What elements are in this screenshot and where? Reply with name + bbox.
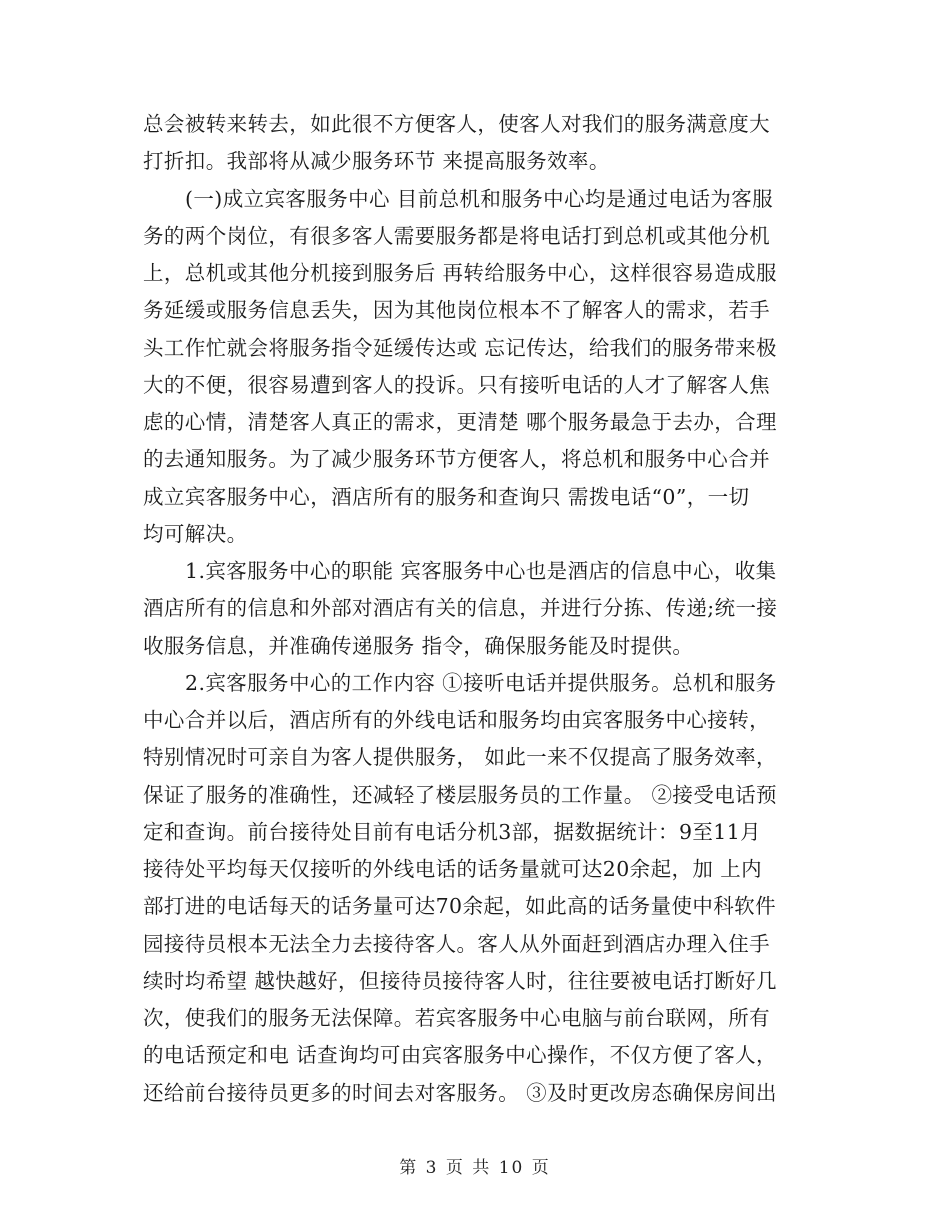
text-line: 中心合并以后，酒店所有的外线电话和服务均由宾客服务中心接转， — [143, 708, 770, 732]
text-line: 总会被转来转去，如此很不方便客人，使客人对我们的服务满意度大 — [143, 112, 770, 136]
text-line: 接待处平均每天仅接听的外线电话的话务量就可达20余起，加 上内 — [143, 857, 762, 881]
text-line: 成立宾客服务中心，酒店所有的服务和查询只 需拨电话“0”，一切 — [143, 484, 750, 509]
page-number-footer: 第 3 页 共 10 页 — [399, 1158, 551, 1178]
paragraph-start-line: (一)成立宾客服务中心 目前总机和服务中心均是通过电话为客服 — [185, 186, 774, 211]
text-line: 特别情况时可亲自为客人提供服务， 如此一来不仅提高了服务效率， — [143, 745, 777, 770]
text-line: 的电话预定和电 话查询均可由宾客服务中心操作，不仅方便了客人， — [143, 1043, 777, 1068]
text-line: 保证了服务的准确性，还减轻了楼层服务员的工作量。 ②接受电话预 — [143, 782, 777, 807]
text-line: 的去通知服务。为了减少服务环节方便客人，将总机和服务中心合并 — [143, 447, 770, 472]
text-line: 酒店所有的信息和外部对酒店有关的信息，并进行分拣、传递;统一接 — [143, 596, 778, 621]
text-line: 部打进的电话每天的话务量可达70余起，如此高的话务量使中科软件 — [143, 894, 776, 919]
text-line: 虑的心情，清楚客人真正的需求，更清楚 哪个服务最急于去办，合理 — [143, 410, 777, 434]
text-line: 上，总机或其他分机接到服务后 再转给服务中心，这样很容易造成服 — [143, 261, 777, 285]
body-text — [143, 106, 813, 1112]
text-line: 园接待员根本无法全力去接待客人。客人从外面赶到酒店办理入住手 — [143, 931, 770, 956]
text-line: 收服务信息，并准确传递服务 指令，确保服务能及时提供。 — [143, 633, 694, 658]
text-line: 定和查询。前台接待处目前有电话分机3部，据数据统计：9至11月 — [143, 819, 762, 844]
text-line: 大的不便，很容易遭到客人的投诉。只有接听电话的人才了解客人焦 — [143, 372, 770, 397]
text-line: 还给前台接待员更多的时间去对客服务。 ③及时更改房态确保房间出 — [143, 1080, 777, 1105]
paragraph-start-line: 1.宾客服务中心的职能 宾客服务中心也是酒店的信息中心，收集 — [185, 559, 777, 583]
text-line: 务的两个岗位，有很多客人需要服务都是将电话打到总机或其他分机 — [143, 223, 770, 248]
text-line: 次，使我们的服务无法保障。若宾客服务中心电脑与前台联网，所有 — [143, 1006, 770, 1030]
text-line: 续时均希望 越快越好，但接待员接待客人时，往往要被电话打断好几 — [143, 968, 777, 993]
text-line: 头工作忙就会将服务指令延缓传达或 忘记传达，给我们的服务带来极 — [143, 335, 777, 360]
text-line: 务延缓或服务信息丢失，因为其他岗位根本不了解客人的需求，若手 — [143, 298, 770, 323]
paragraph-start-line: 2.宾客服务中心的工作内容 ①接听电话并提供服务。总机和服务 — [185, 670, 777, 695]
text-line: 打折扣。我部将从减少服务环节 来提高服务效率。 — [143, 149, 610, 174]
text-line: 均可解决。 — [143, 521, 248, 546]
